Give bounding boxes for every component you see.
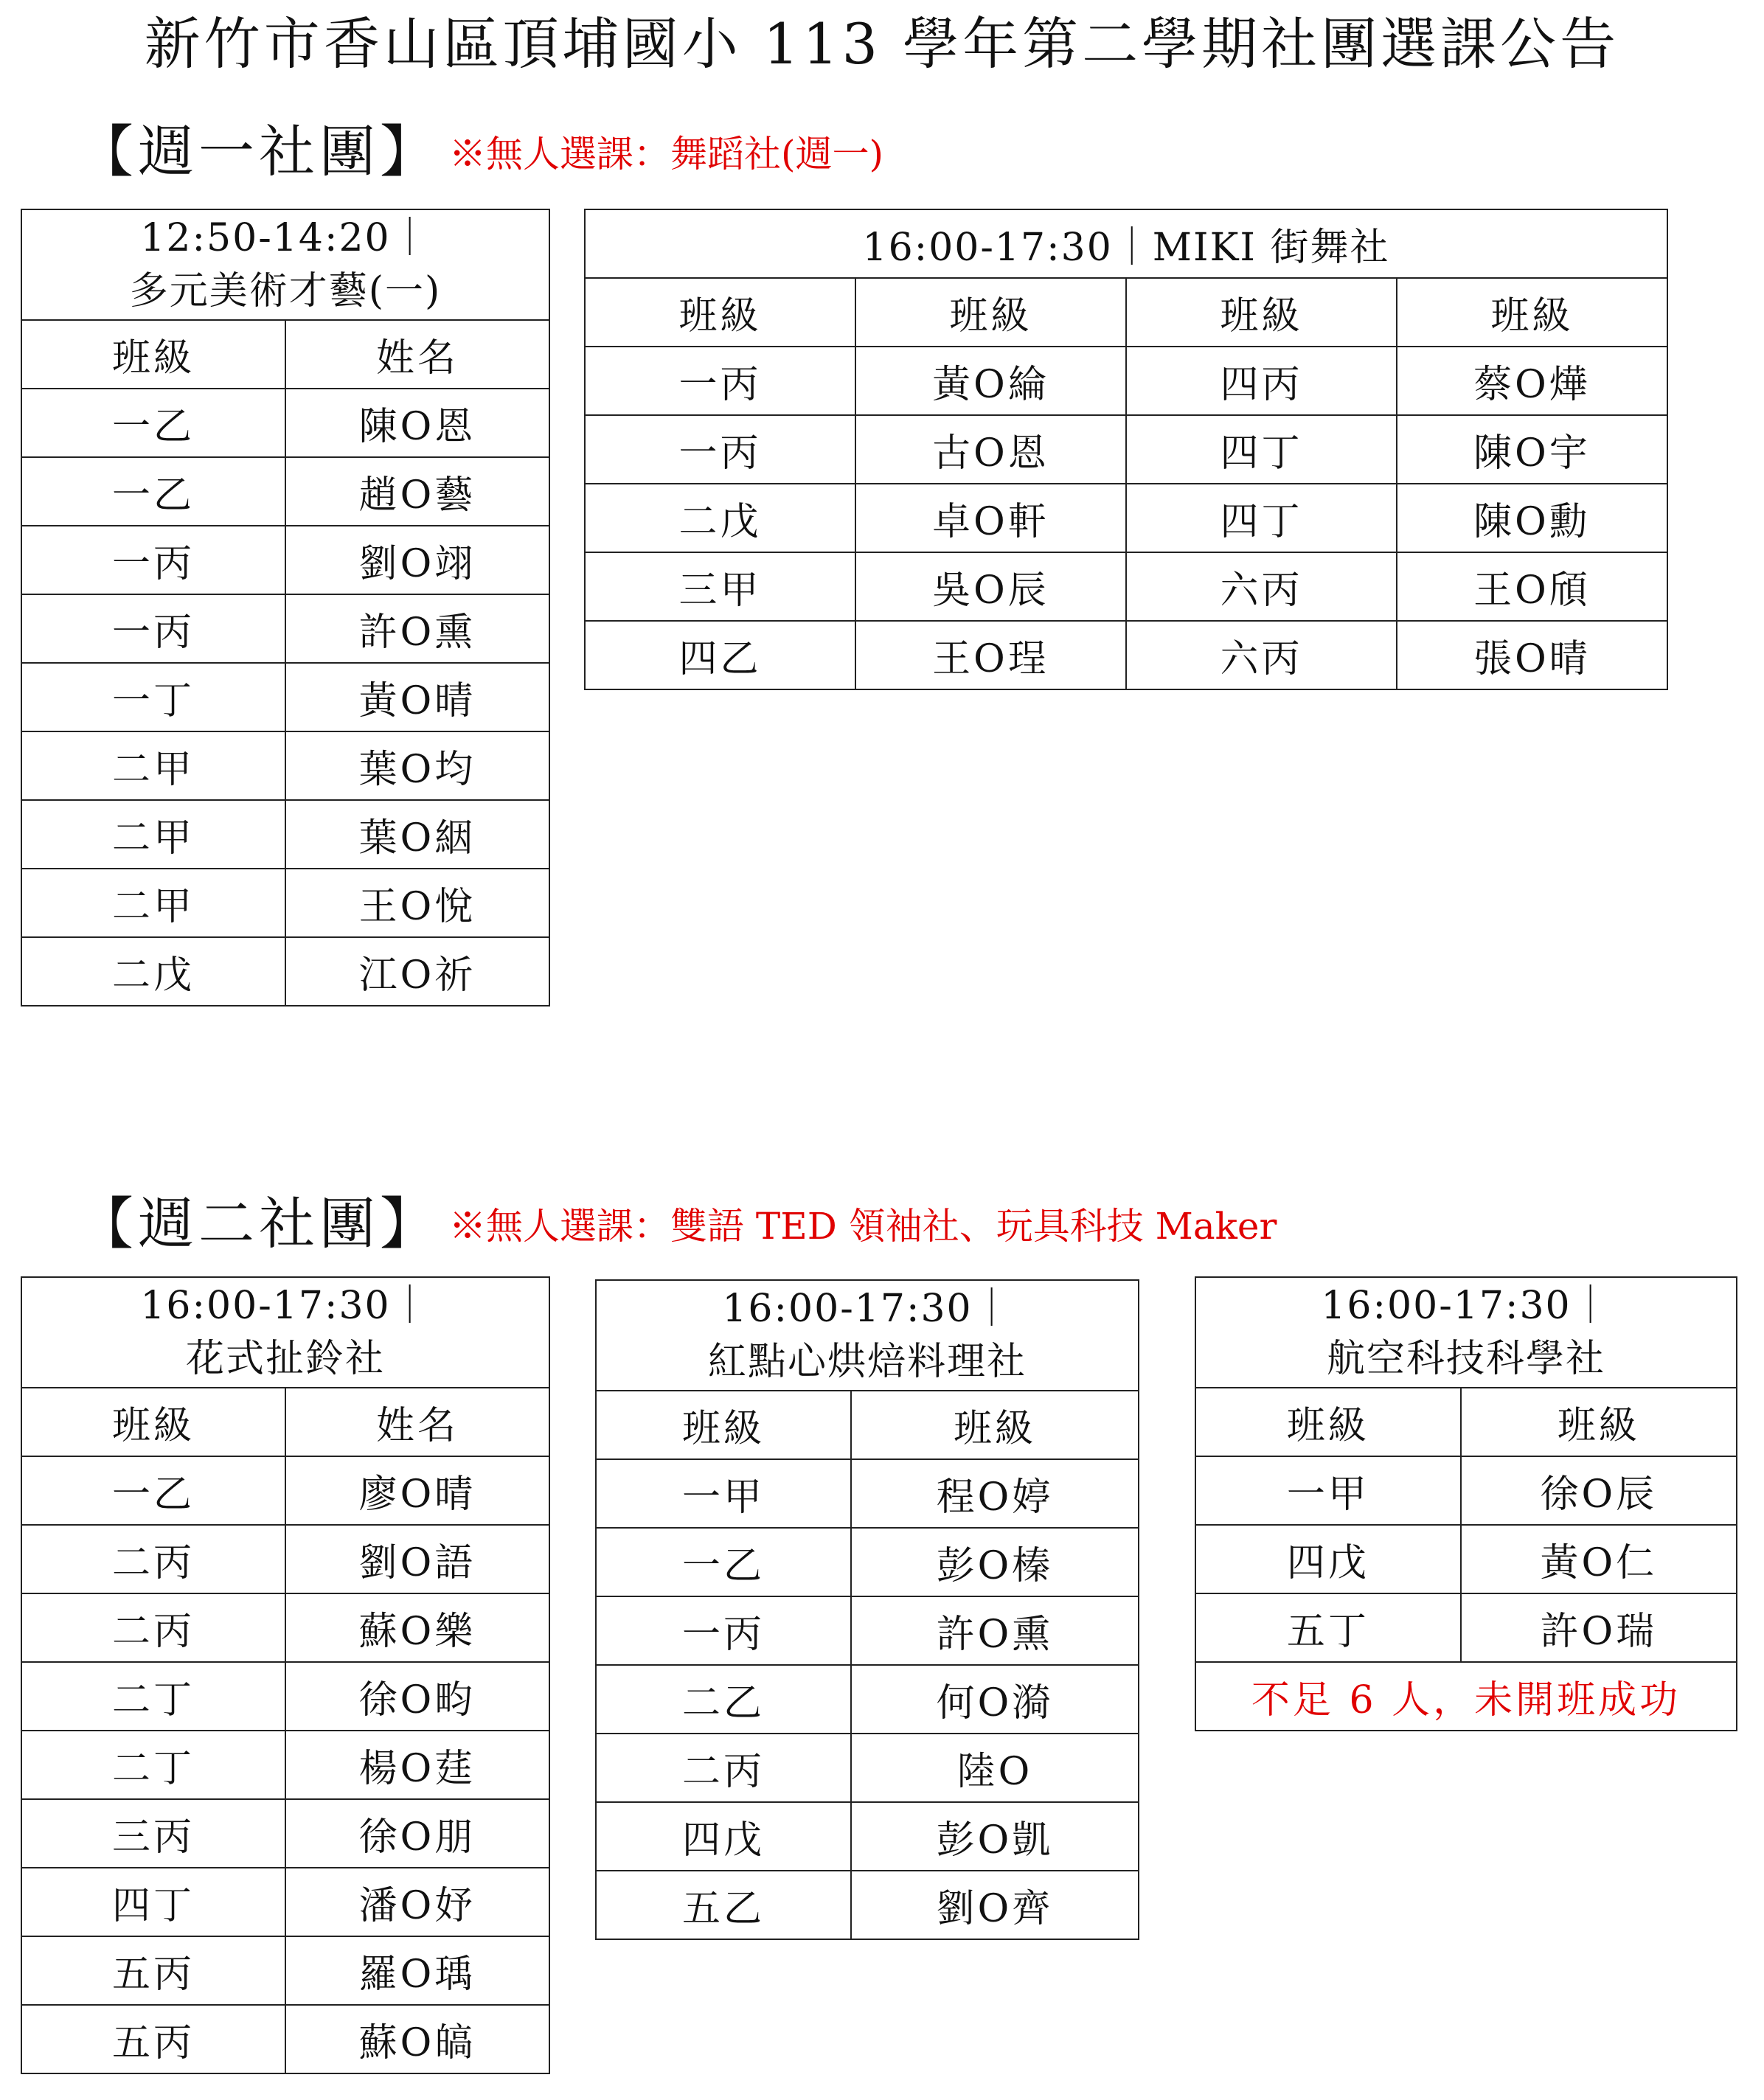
class-cell: 二丁 xyxy=(21,1662,285,1731)
column-header-class: 班級 xyxy=(585,278,855,347)
student-name-cell: 卓O軒 xyxy=(855,484,1126,552)
tuesday-heading-label: 【週二社團】 xyxy=(77,1191,440,1256)
monday-miki-dance-table xyxy=(584,209,1668,690)
column-header-class: 班級 xyxy=(1126,278,1397,347)
table-row xyxy=(596,1871,1139,1939)
club-time: 16:00-17:30｜ xyxy=(1321,1284,1611,1328)
table-row xyxy=(21,1593,549,1662)
student-name-cell: 徐O朋 xyxy=(285,1799,549,1868)
student-name-cell: 黃O仁 xyxy=(1461,1525,1737,1593)
student-name-cell: 何O漪 xyxy=(851,1665,1139,1734)
monday-no-enrollment-note: ※無人選課：舞蹈社(週一) xyxy=(449,133,884,175)
class-cell: 一乙 xyxy=(596,1528,851,1596)
class-cell: 六丙 xyxy=(1126,552,1397,621)
club-name: 花式扯鈴社 xyxy=(185,1337,385,1381)
student-name-cell: 徐O辰 xyxy=(1461,1456,1737,1525)
student-name-cell: 許O熏 xyxy=(285,594,549,663)
table-row xyxy=(21,1799,549,1868)
table-row xyxy=(585,552,1667,621)
class-cell: 一丙 xyxy=(596,1596,851,1665)
class-cell: 一丙 xyxy=(585,415,855,484)
class-cell: 四乙 xyxy=(585,621,855,689)
table-row xyxy=(21,1868,549,1936)
student-name-cell: 王O珵 xyxy=(855,621,1126,689)
club-time: 16:00-17:30｜ xyxy=(140,1284,431,1328)
table-row xyxy=(585,415,1667,484)
class-cell: 一丙 xyxy=(585,347,855,415)
class-cell: 五丁 xyxy=(1195,1593,1461,1662)
student-name-cell: 陳O宇 xyxy=(1397,415,1667,484)
class-cell: 二甲 xyxy=(21,731,285,800)
class-cell: 三丙 xyxy=(21,1799,285,1868)
class-cell: 二丙 xyxy=(21,1525,285,1593)
student-name-cell: 葉O均 xyxy=(285,731,549,800)
student-name-cell: 楊O莛 xyxy=(285,1731,549,1799)
class-cell: 二丙 xyxy=(21,1593,285,1662)
table-row xyxy=(21,800,549,869)
class-cell: 一乙 xyxy=(21,1456,285,1525)
student-name-cell: 葉O絪 xyxy=(285,800,549,869)
class-cell: 六丙 xyxy=(1126,621,1397,689)
student-name-cell: 潘O妤 xyxy=(285,1868,549,1936)
student-name-cell: 陸O xyxy=(851,1734,1139,1802)
student-name-cell: 彭O榛 xyxy=(851,1528,1139,1596)
column-header-name: 姓名 xyxy=(285,1388,549,1456)
table-row xyxy=(21,457,549,526)
table-row xyxy=(596,1528,1139,1596)
class-cell: 二甲 xyxy=(21,869,285,937)
table-row xyxy=(21,1525,549,1593)
student-name-cell: 黃O綸 xyxy=(855,347,1126,415)
class-cell: 四丁 xyxy=(1126,484,1397,552)
class-cell: 五乙 xyxy=(596,1871,851,1939)
table-row xyxy=(21,663,549,731)
table-row xyxy=(21,869,549,937)
class-cell: 三甲 xyxy=(585,552,855,621)
class-cell: 二丙 xyxy=(596,1734,851,1802)
student-name-cell: 陳O勳 xyxy=(1397,484,1667,552)
table-row xyxy=(21,731,549,800)
class-cell: 一丙 xyxy=(21,526,285,594)
table-row xyxy=(21,594,549,663)
club-header xyxy=(1195,1277,1737,1388)
club-header xyxy=(596,1280,1139,1391)
club-header xyxy=(21,1277,549,1388)
class-cell: 一丁 xyxy=(21,663,285,731)
tuesday-baking-club-table xyxy=(595,1279,1139,1940)
warning-row xyxy=(1195,1662,1737,1731)
student-name-cell: 許O熏 xyxy=(851,1596,1139,1665)
column-header-class: 班級 xyxy=(1397,278,1667,347)
student-name-cell: 王O悅 xyxy=(285,869,549,937)
column-header-class: 班級 xyxy=(21,320,285,389)
student-name-cell: 廖O晴 xyxy=(285,1456,549,1525)
club-name: 紅點心烘焙料理社 xyxy=(707,1340,1027,1384)
tuesday-heading xyxy=(77,1187,1277,1261)
class-cell: 二丁 xyxy=(21,1731,285,1799)
monday-heading-label: 【週一社團】 xyxy=(77,119,440,184)
table-row xyxy=(21,937,549,1006)
class-cell: 四戊 xyxy=(1195,1525,1461,1593)
student-name-cell: 吳O辰 xyxy=(855,552,1126,621)
not-opened-warning: 不足 6 人，未開班成功 xyxy=(1195,1662,1737,1731)
table-row xyxy=(585,484,1667,552)
table-row xyxy=(1195,1593,1737,1662)
class-cell: 四戊 xyxy=(596,1802,851,1871)
class-cell: 一甲 xyxy=(596,1459,851,1528)
student-name-cell: 蘇O皜 xyxy=(285,2005,549,2073)
student-name-cell: 江O祈 xyxy=(285,937,549,1006)
student-name-cell: 羅O瑀 xyxy=(285,1936,549,2005)
student-name-cell: 許O瑞 xyxy=(1461,1593,1737,1662)
student-name-cell: 彭O凱 xyxy=(851,1802,1139,1871)
club-time: 12:50-14:20｜ xyxy=(140,216,431,260)
column-header-class: 班級 xyxy=(851,1391,1139,1459)
student-name-cell: 古O恩 xyxy=(855,415,1126,484)
class-cell: 二乙 xyxy=(596,1665,851,1734)
class-cell: 四丁 xyxy=(21,1868,285,1936)
club-header: 16:00-17:30｜MIKI 街舞社 xyxy=(585,209,1667,278)
class-cell: 一乙 xyxy=(21,389,285,457)
column-header-name: 姓名 xyxy=(285,320,549,389)
club-time: 16:00-17:30｜ xyxy=(722,1287,1013,1331)
tuesday-aviation-club-table xyxy=(1195,1276,1737,1731)
student-name-cell: 劉O語 xyxy=(285,1525,549,1593)
tuesday-no-enrollment-note: ※無人選課：雙語 TED 領袖社、玩具科技 Maker xyxy=(449,1205,1277,1248)
monday-art-club-table xyxy=(21,209,550,1006)
student-name-cell: 陳O恩 xyxy=(285,389,549,457)
monday-heading xyxy=(77,115,883,189)
table-row xyxy=(1195,1525,1737,1593)
club-name: 多元美術才藝(一) xyxy=(129,269,442,313)
student-name-cell: 程O婷 xyxy=(851,1459,1139,1528)
table-row xyxy=(1195,1456,1737,1525)
table-row xyxy=(585,347,1667,415)
class-cell: 二甲 xyxy=(21,800,285,869)
table-row xyxy=(21,2005,549,2073)
page-title: 新竹市香山區頂埔國小 113 學年第二學期社團選課公告 xyxy=(144,11,1620,77)
column-header-class: 班級 xyxy=(855,278,1126,347)
column-header-class: 班級 xyxy=(1195,1388,1461,1456)
club-name: 航空科技科學社 xyxy=(1326,1337,1605,1381)
column-header-class: 班級 xyxy=(1461,1388,1737,1456)
table-row xyxy=(21,526,549,594)
tuesday-diabolo-club-table xyxy=(21,1276,550,2074)
class-cell: 五丙 xyxy=(21,2005,285,2073)
class-cell: 二戊 xyxy=(585,484,855,552)
student-name-cell: 蘇O樂 xyxy=(285,1593,549,1662)
class-cell: 一丙 xyxy=(21,594,285,663)
class-cell: 五丙 xyxy=(21,1936,285,2005)
class-cell: 四丙 xyxy=(1126,347,1397,415)
class-cell: 四丁 xyxy=(1126,415,1397,484)
student-name-cell: 蔡O燁 xyxy=(1397,347,1667,415)
student-name-cell: 黃O晴 xyxy=(285,663,549,731)
table-row xyxy=(596,1596,1139,1665)
student-name-cell: 王O頎 xyxy=(1397,552,1667,621)
class-cell: 一甲 xyxy=(1195,1456,1461,1525)
student-name-cell: 徐O畇 xyxy=(285,1662,549,1731)
student-name-cell: 劉O翊 xyxy=(285,526,549,594)
table-row xyxy=(21,389,549,457)
table-row xyxy=(21,1456,549,1525)
student-name-cell: 劉O齊 xyxy=(851,1871,1139,1939)
table-row xyxy=(596,1665,1139,1734)
column-header-class: 班級 xyxy=(21,1388,285,1456)
table-row xyxy=(596,1802,1139,1871)
student-name-cell: 趙O藝 xyxy=(285,457,549,526)
class-cell: 一乙 xyxy=(21,457,285,526)
column-header-class: 班級 xyxy=(596,1391,851,1459)
student-name-cell: 張O晴 xyxy=(1397,621,1667,689)
class-cell: 二戊 xyxy=(21,937,285,1006)
table-row xyxy=(596,1459,1139,1528)
table-row xyxy=(21,1662,549,1731)
table-row xyxy=(21,1936,549,2005)
table-row xyxy=(585,621,1667,689)
club-header xyxy=(21,209,549,320)
table-row xyxy=(21,1731,549,1799)
table-row xyxy=(596,1734,1139,1802)
